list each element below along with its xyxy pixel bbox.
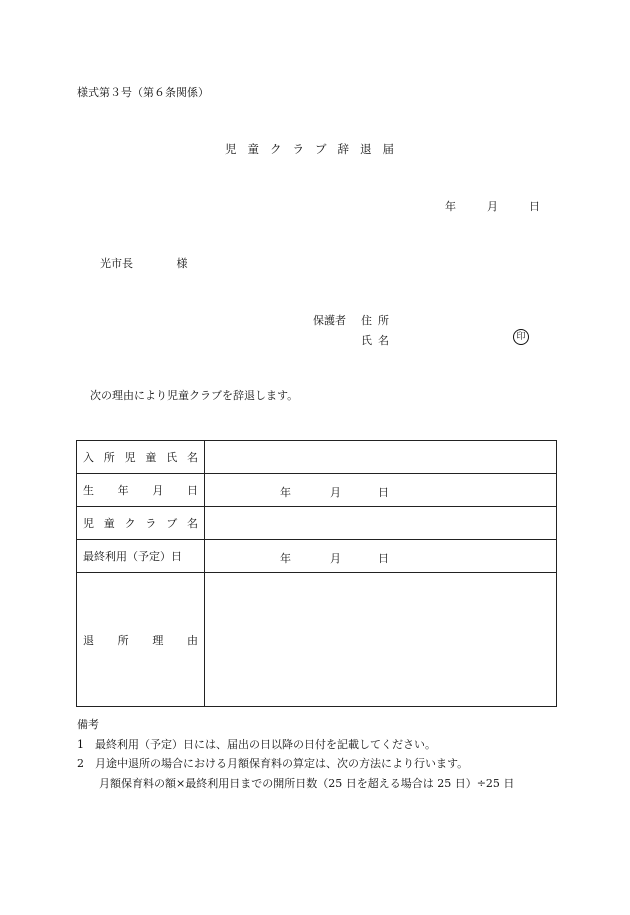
guardian-label: 保護者 (313, 314, 346, 327)
withdrawal-table (76, 440, 557, 707)
club-name-field[interactable] (205, 507, 557, 540)
document-title: 児童クラブ辞退届 (225, 142, 405, 156)
label-char: 所 (103, 451, 115, 464)
spread-label-child-name (83, 449, 204, 465)
child-name-field[interactable] (205, 441, 557, 474)
row-label (77, 507, 205, 540)
row-label (77, 540, 205, 573)
label-char: 月 (152, 484, 164, 497)
address-label: 住所 (361, 314, 395, 327)
label-char: ブ (166, 517, 178, 530)
label-char: 童 (145, 451, 157, 464)
date-year: 年 (445, 200, 456, 213)
label-char: ク (124, 517, 136, 530)
label-char: 童 (103, 517, 115, 530)
label-char: 児 (83, 517, 94, 530)
table-row (77, 474, 557, 507)
birth-year: 年 (280, 486, 291, 499)
last-use-date-field[interactable] (205, 540, 557, 573)
label-char: 名 (186, 517, 198, 530)
addressee-name: 光市長 (100, 257, 133, 270)
spread-label-club-name (83, 515, 204, 531)
birth-month: 月 (330, 486, 341, 499)
notes-heading: 備考 (77, 718, 99, 731)
last-use-year: 年 (280, 552, 291, 565)
row-label (77, 441, 205, 474)
note-item: 1 最終利用（予定）日には、届出の日以降の日付を記載してください。 (77, 737, 436, 751)
label-char: 入 (83, 451, 94, 464)
row-label (77, 573, 205, 707)
birth-day: 日 (378, 486, 389, 499)
addressee (100, 255, 188, 271)
label-char: 児 (124, 451, 136, 464)
spread-label-birthdate (83, 482, 204, 498)
label-char: 氏 (166, 451, 178, 464)
date-month: 月 (487, 200, 498, 213)
spread-label-reason (83, 632, 204, 648)
seal-icon: 印 (513, 329, 529, 345)
label-char: ラ (145, 517, 157, 530)
last-use-day: 日 (378, 552, 389, 565)
reason-field[interactable] (205, 573, 557, 707)
form-number: 様式第３号（第６条関係） (77, 86, 209, 99)
table-row (77, 573, 557, 707)
label-char: 所 (117, 633, 129, 647)
label-char: 名 (186, 451, 198, 464)
notes (77, 715, 514, 793)
last-use-month: 月 (330, 552, 341, 565)
label-char: 退 (83, 633, 94, 647)
table-row (77, 441, 557, 474)
name-label: 氏名 (361, 334, 395, 347)
note-formula: 月額保育料の額×最終利用日までの開所日数（25 日を超える場合は 25 日）÷25 日 (99, 776, 515, 790)
birthdate-field[interactable] (205, 474, 557, 507)
label-char: 理 (152, 633, 164, 647)
last-use-label: 最終利用（予定）日 (83, 550, 182, 563)
label-char: 年 (117, 484, 129, 497)
table-row (77, 507, 557, 540)
label-char: 日 (186, 484, 198, 497)
note-item: 2 月途中退所の場合における月額保育料の算定は、次の方法により行います。 (77, 757, 469, 770)
row-label (77, 474, 205, 507)
table-row (77, 540, 557, 573)
statement: 次の理由により児童クラブを辞退します。 (90, 389, 299, 402)
addressee-honorific: 様 (176, 257, 188, 270)
label-char: 生 (83, 484, 94, 497)
date-day: 日 (529, 200, 540, 213)
label-char: 由 (186, 633, 198, 647)
submission-date (445, 198, 540, 214)
